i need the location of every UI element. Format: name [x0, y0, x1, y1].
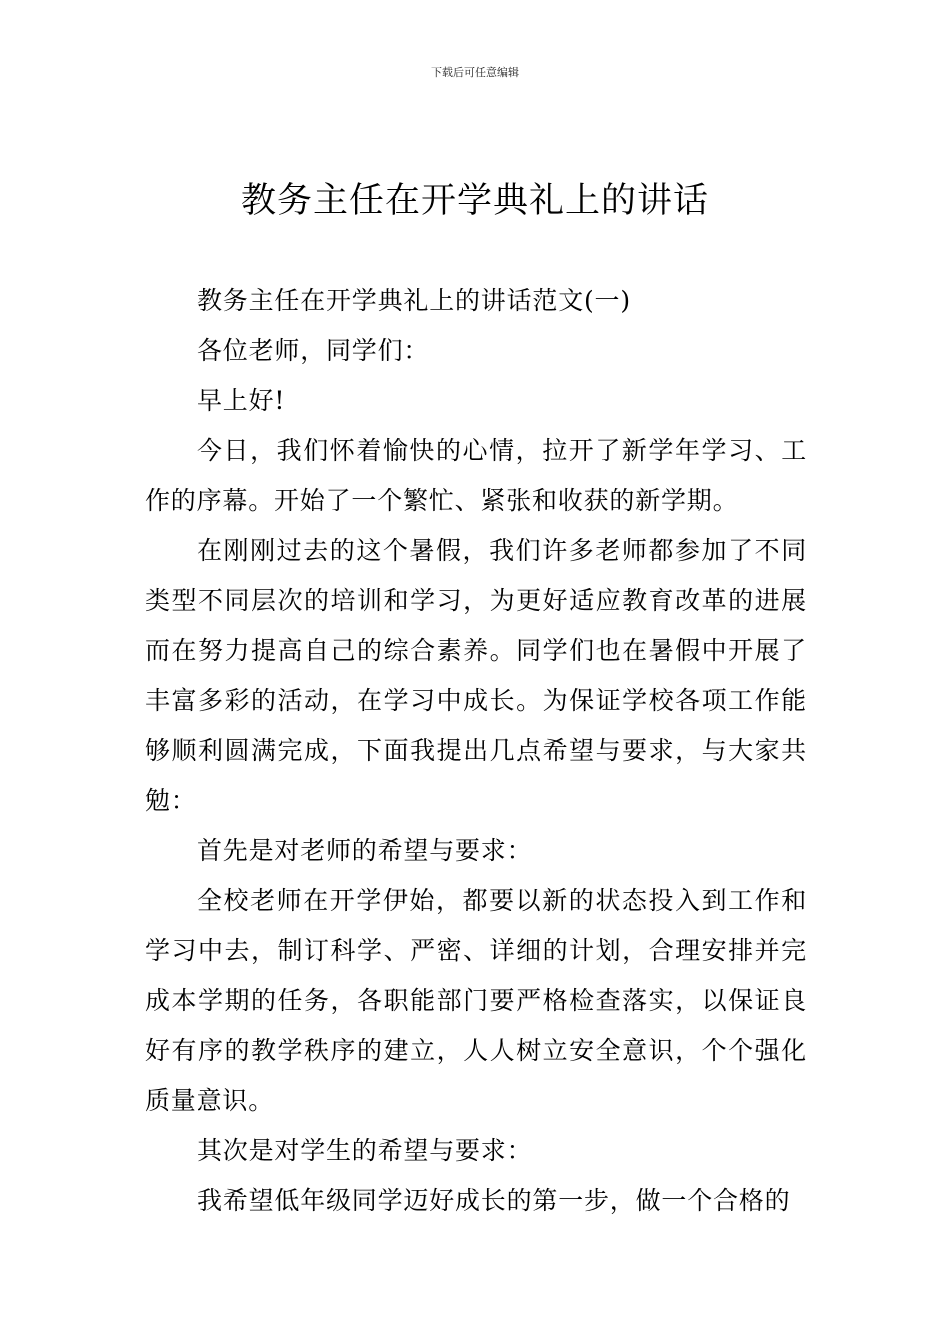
paragraph-heading: 其次是对学生的希望与要求： [197, 1136, 533, 1165]
paragraph: 今日，我们怀着愉快的心情，拉开了新学年学习、工作的序幕。开始了一个繁忙、紧张和收获的新学期。 [145, 436, 807, 515]
paragraph-heading: 首先是对老师的希望与要求： [197, 836, 533, 865]
paragraph: 我希望低年级同学迈好成长的第一步，做一个合格的 [197, 1186, 791, 1215]
paragraph-greeting: 早上好! [197, 386, 286, 415]
paragraph: 全校老师在开学伊始，都要以新的状态投入到工作和学习中去，制订科学、严密、详细的计划，合理安排并完成本学期的任务，各职能部门要严格检查落实，以保证良好有序的教学秩序的建立，人人树立安全意识，个个强化质量意识。 [145, 886, 807, 1115]
document-body [145, 276, 807, 1226]
paragraph-salutation: 各位老师，同学们： [197, 336, 430, 365]
header-note: 下载后可任意编辑 [431, 66, 519, 79]
paragraph-subtitle: 教务主任在开学典礼上的讲话范文(一) [197, 286, 631, 315]
paragraph: 在刚刚过去的这个暑假，我们许多老师都参加了不同类型不同层次的培训和学习，为更好适应教育改革的进展而在努力提高自己的综合素养。同学们也在暑假中开展了丰富多彩的活动，在学习中成长。为保证学校各项工作能够顺利圆满完成，下面我提出几点希望与要求，与大家共勉： [145, 536, 807, 815]
document-title: 教务主任在开学典礼上的讲话 [240, 181, 709, 221]
